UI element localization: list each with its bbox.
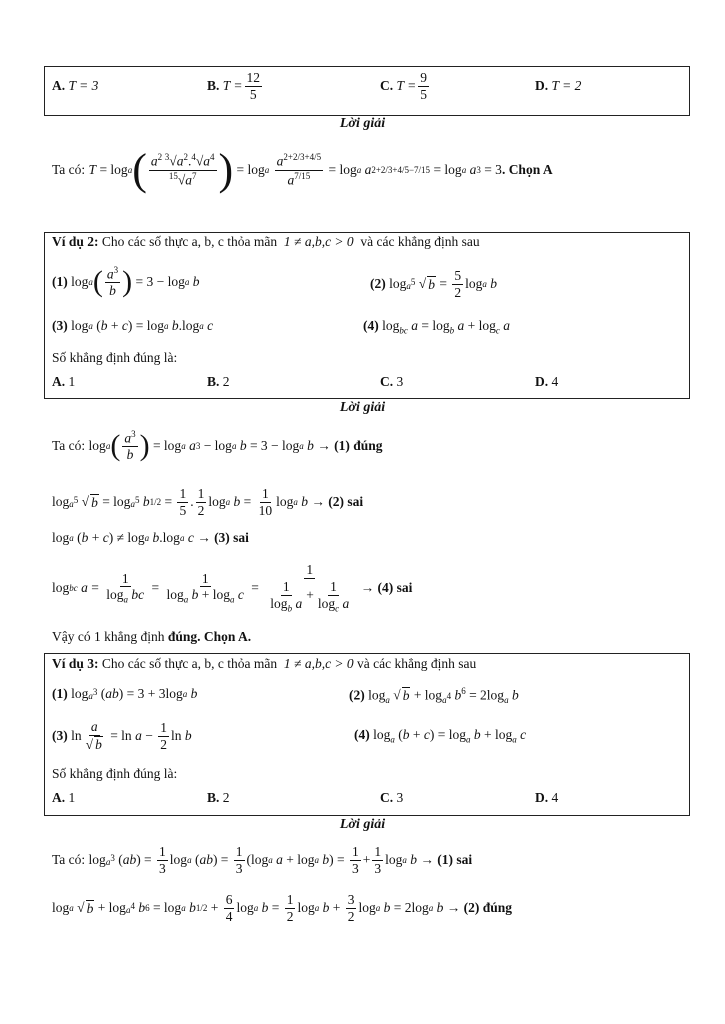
solution-heading: Lời giải [339,116,386,131]
solution-heading: Lời giải [339,817,386,832]
ex3-statement-1: (1) log $a^3$ ( ab ) = 3 + 3log a b [52,686,198,701]
example-2-box [44,232,690,399]
solution-2-step-4: log bc a = $\frac{1}{\log_a bc}$ = $\frac{1}{\log_a b + \log_a c}$ = 1 $\frac{1}{\log_b a}$ + $\frac{1}{\log_c a}$ → (4) sai [52,562,413,614]
ex2-option-b: B. 2 [207,374,230,389]
question-text: Số khẳng định đúng là: [52,350,178,365]
ex2-option-c: C. 3 [380,374,404,389]
solution-1-line: Ta có: T = log a ( $\frac{a^2 ^3√a^2.^4√a^4}{^{15}√a^7}$ ) = log a $\frac{a^{2+2/3+4/5}}{a^{7/15}}$ = log a a 2+2/3+4/5−7/15 = log a a 3 = 3 . Chọn A [52,145,553,194]
option-a: A. T = 3 [52,78,99,93]
ex3-statement-4: (4) $\log_a (b + c) = \log_a b + \log_a c$ [354,727,527,745]
ex3-statement-3: (3) ln $\frac{a}{√ b}$ = ln a − $\frac{1}{2}$ ln b [52,719,192,752]
solution-3-step-2: log a √ b + log $a^4$ b 6 = log a b 1/2 + $\frac{6}{4}$ log a b = $\frac{1}{2}$ log a b + $\frac{3}{2}$ log a b = 2log a b → (2) đúng [52,891,513,924]
solution-3-step-1: Ta có: log $a^3$ ( ab ) = $\frac{1}{3}$ log a ( ab ) = $\frac{1}{3}$ (log a a + log a b ) = $\frac{1}{3}$ + $\frac{1}{3}$ log a b → (1) sai [52,843,473,876]
fraction: $\frac{12}{5}$ [246,70,261,102]
example-3-intro: Ví dụ 3: Cho các số thực a, b, c thỏa mãn 1 ≠ a,b,c > 0 và các khẳng định sau [52,656,477,671]
statement-1: (1) log a ( $\frac{a^3}{b}$ ) = 3 − log a b [52,265,200,299]
ex2-option-a: A. 1 [52,374,76,389]
ex3-statement-2: (2) $\log_a$ √ $b + \log_{a^4} b^6 = 2\log_a$ b [349,686,519,706]
ex3-option-a: A. 1 [52,790,76,805]
ex3-option-c: C. 3 [380,790,404,805]
option-c: C. T = $\frac{9}{5}$ [380,70,427,102]
answer-options-box [44,66,690,116]
solution-heading: Lời giải [339,400,386,415]
question-text: Số khẳng định đúng là: [52,766,178,781]
solution-2-step-2: log $a^5$ √ b = log $a^5$ b 1/2 = $\frac{1}{5}$ . $\frac{1}{2}$ log a b = $\frac{1}{10}$ log a b → (2) sai [52,485,364,518]
solution-2-step-1: Ta có: log a ( $\frac{a^3}{b}$ ) = log a a 3 − log a b = 3 − log a b → (1) đúng [52,429,383,463]
statement-2: (2) log $a^5$ √ b = $\frac{5}{2}$ log a b [370,267,497,300]
fraction: $\frac{9}{5}$ [420,70,427,102]
ex3-option-d: D. 4 [535,790,559,805]
ex3-option-b: B. 2 [207,790,230,805]
option-d: D. T = 2 [535,78,582,93]
solution-2-summary: Vậy có 1 khẳng định đúng . Chọn A. [52,629,252,644]
example-2-intro: Ví dụ 2: Cho các số thực a, b, c thỏa mãn 1 ≠ a,b,c > 0 và các khẳng định sau [52,234,480,249]
option-b: B. T = $\frac{12}{5}$ [207,70,261,102]
ex2-option-d: D. 4 [535,374,559,389]
solution-2-step-3: log a ( b + c ) ≠ log a b .log a c → (3) sai [52,530,249,545]
statement-3: (3) log a ( b + c ) = log a b .log a c [52,318,214,333]
statement-4: (4) $\log_{bc} a = \log_b a + \log_c a$ [363,318,511,336]
